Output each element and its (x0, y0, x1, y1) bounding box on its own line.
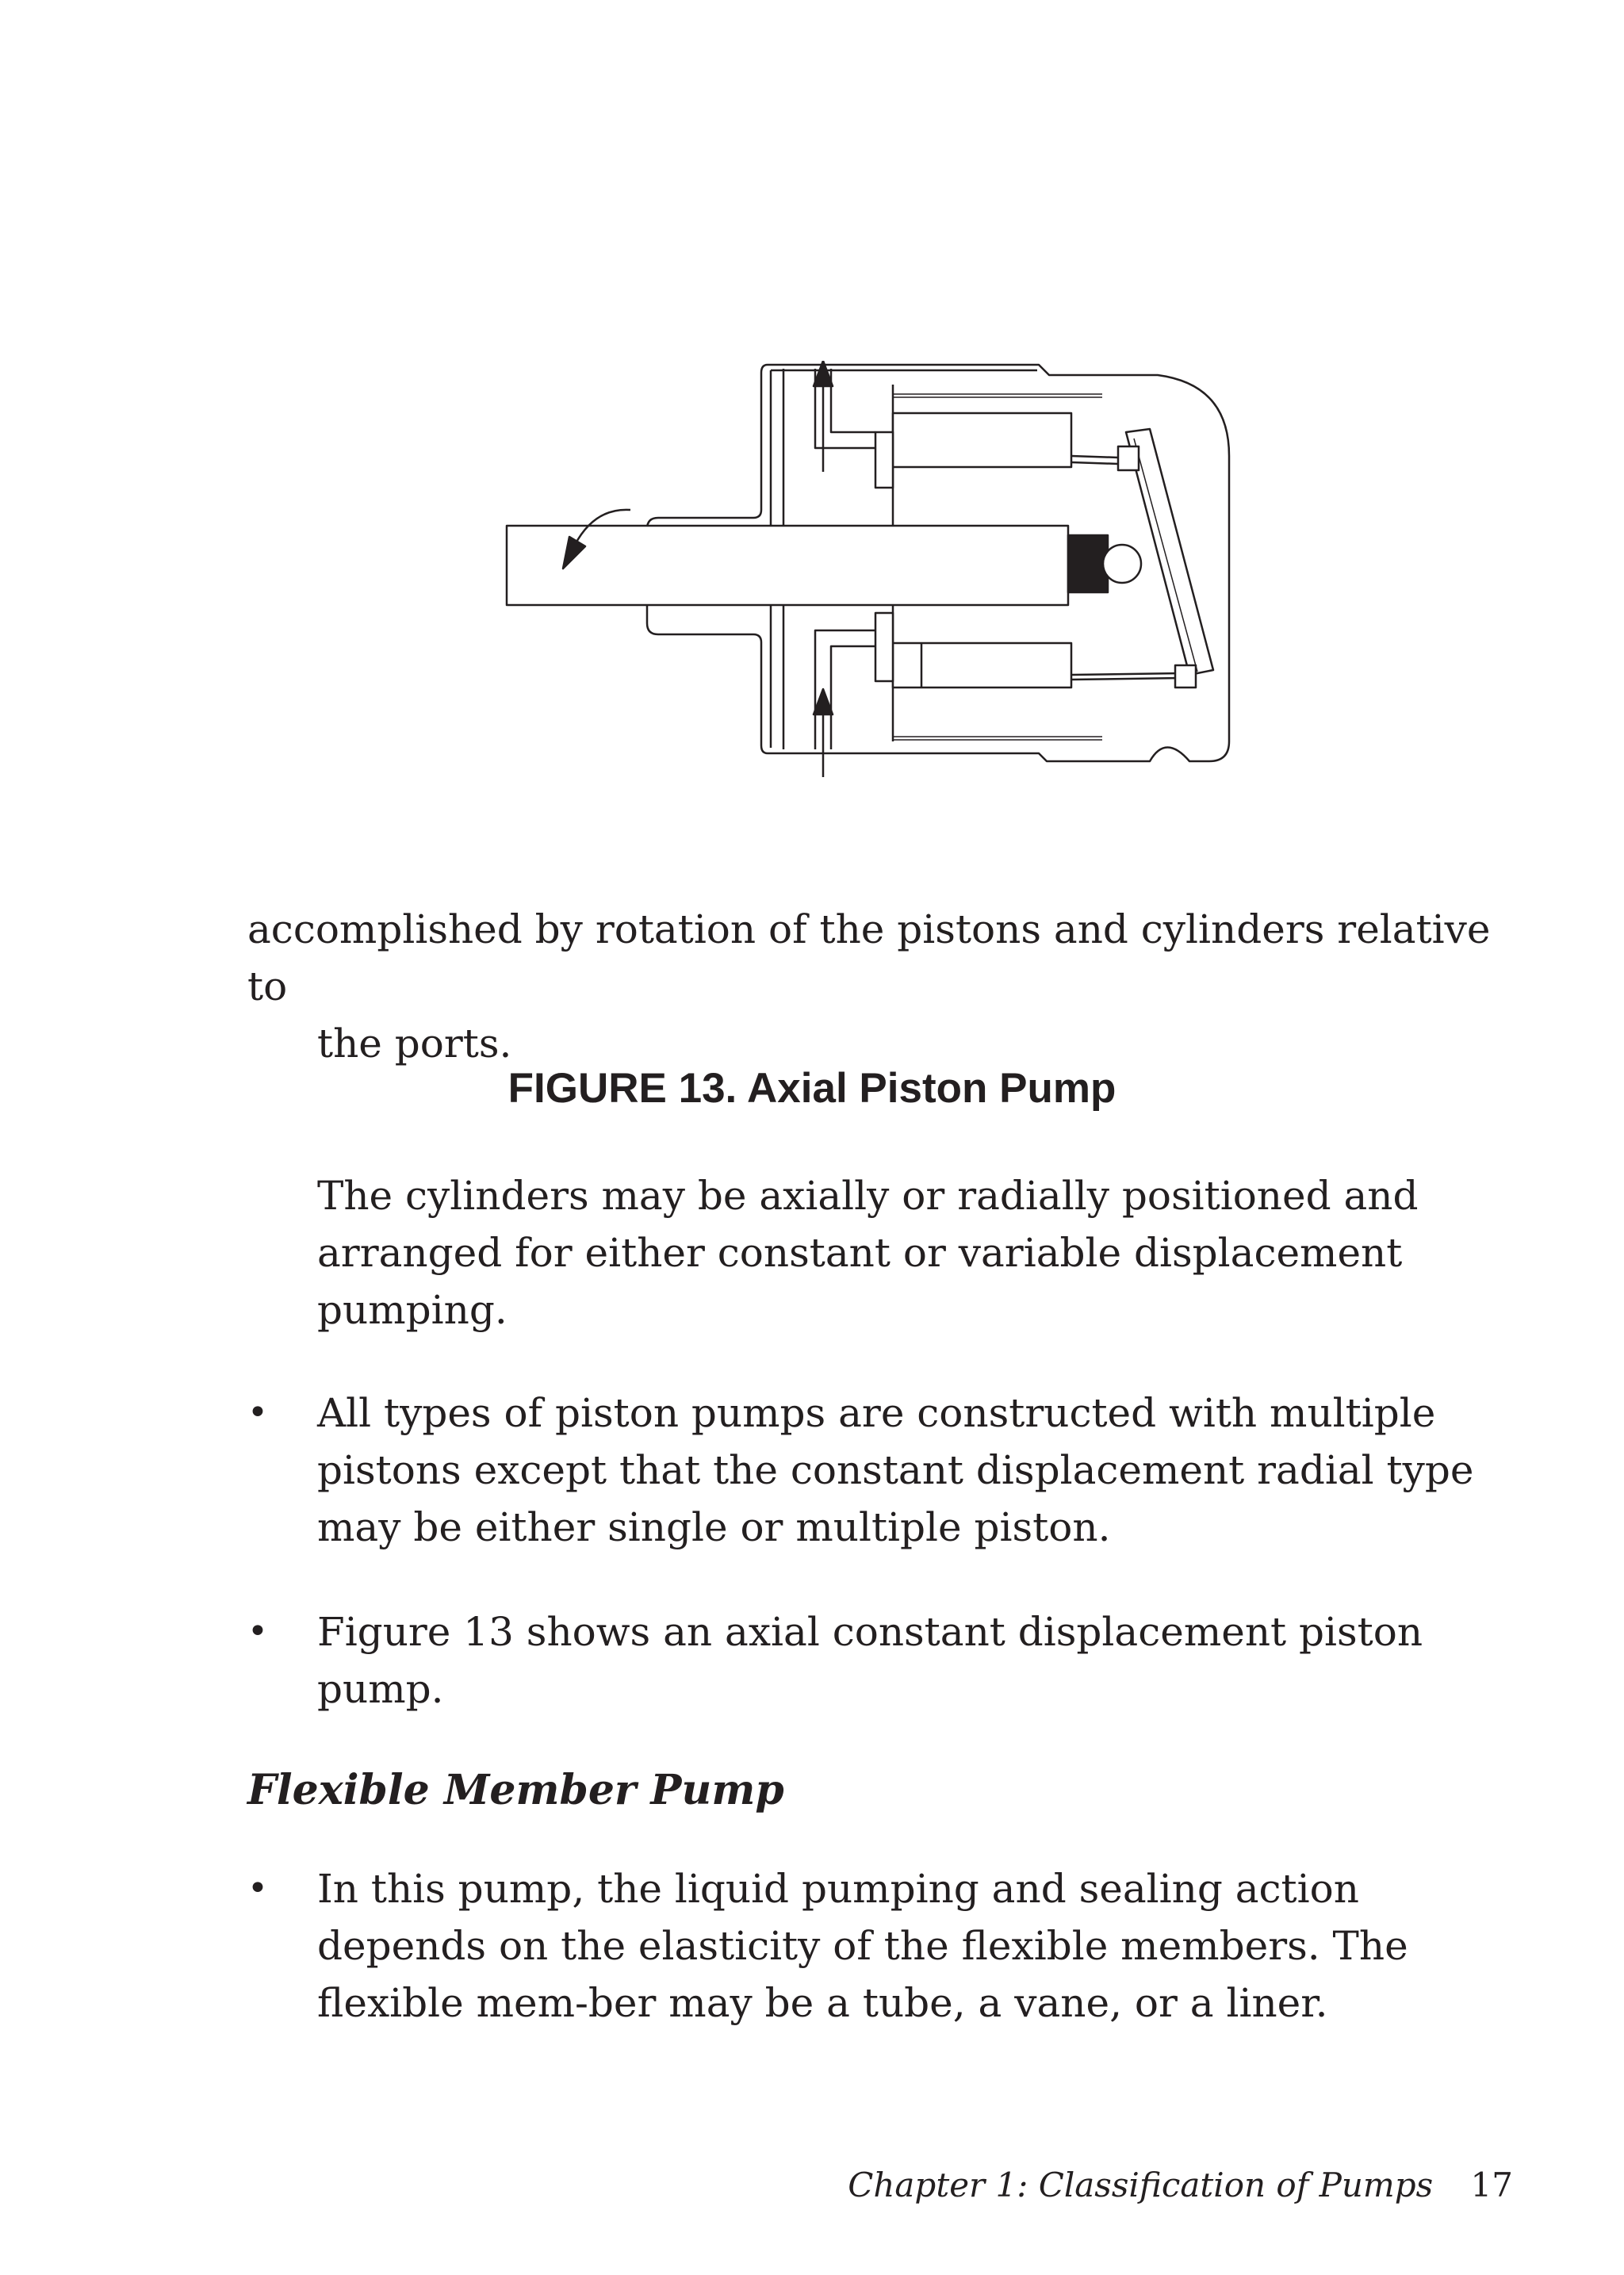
bullet-text: All types of piston pumps are constructed with multiple pistons except that the constant displacement radial type may be either single or multiple piston. (317, 1390, 1474, 1550)
bullet-icon: • (247, 1392, 268, 1433)
section-heading: Flexible Member Pump (247, 1766, 784, 1814)
drive-shaft (507, 526, 1068, 605)
bullet-icon: • (247, 1868, 268, 1909)
lower-piston-rod (1071, 673, 1182, 680)
lower-cylinder (893, 643, 1071, 687)
continuation-paragraph (247, 901, 1532, 1072)
shaft-ball (1103, 545, 1141, 583)
upper-port-block (875, 432, 893, 488)
upper-cylinder (893, 413, 1071, 467)
figure-caption: FIGURE 13. Axial Piston Pump (508, 1065, 1116, 1112)
lower-slipper (1175, 665, 1196, 687)
lower-port-block (875, 613, 893, 681)
upper-piston-rod (1071, 456, 1118, 464)
cylinders-paragraph: The cylinders may be axially or radially positioned and arranged for either constant or variable displacement pumping. (317, 1173, 1419, 1333)
bullet-text: Figure 13 shows an axial constant displacement piston pump. (317, 1609, 1423, 1712)
continuation-line-1: accomplished by rotation of the pistons and cylinders relative to (247, 906, 1491, 1009)
swash-plate-inner (1134, 439, 1197, 672)
continuation-line-2: the ports. (317, 1021, 512, 1067)
axial-piston-pump-figure (500, 361, 1253, 777)
bullet-text: In this pump, the liquid pumping and sealing action depends on the elasticity of the flexible members. The flexible mem-ber may be a tube, a vane, or a liner. (317, 1866, 1408, 2026)
page-footer (848, 2163, 1513, 2208)
inlet-arrow-head (814, 689, 833, 714)
footer-chapter: Chapter 1: Classification of Pumps (848, 2166, 1434, 2204)
shaft-socket (1068, 535, 1108, 592)
bullet-icon: • (247, 1611, 268, 1652)
page-number: 17 (1470, 2166, 1513, 2204)
axial-piston-pump-drawing (500, 361, 1253, 777)
upper-slipper (1118, 446, 1139, 470)
